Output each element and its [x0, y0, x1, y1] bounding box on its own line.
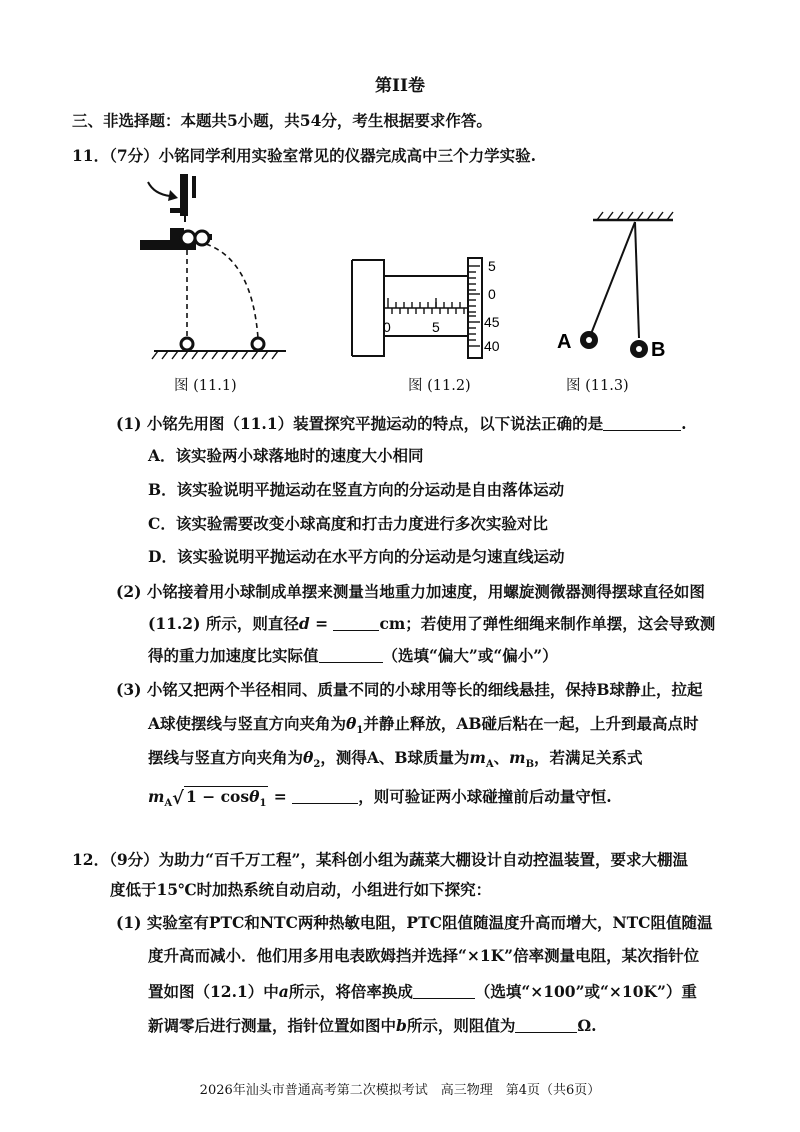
question-12-line1: 12．（9分）为助力“百千万工程”，某科创小组为蔬菜大棚设计自动控温装置，要求大棚温 [72, 850, 688, 869]
option-d: D．该实验说明平抛运动在水平方向的分运动是匀速直线运动 [148, 547, 565, 566]
question-number: 11． [72, 146, 110, 165]
q11-part3-line3: 摆线与竖直方向夹角为$\theta_2$，测得A、B球质量为$m_A$、$m_B$，若满足关系式 [148, 748, 643, 771]
thimble-label-5: 5 [488, 258, 496, 274]
thimble-label-40: 40 [484, 338, 500, 354]
answer-blank[interactable] [603, 416, 681, 431]
option-b: B．该实验说明平抛运动在竖直方向的分运动是自由落体运动 [148, 480, 565, 499]
ball-a-label: A [557, 331, 572, 353]
figure-11-2-micrometer [348, 252, 528, 364]
question-11-stem: 11．（7分）小铭同学利用实验室常见的仪器完成高中三个力学实验. [72, 146, 537, 165]
figure-11-3-pendulums [555, 210, 685, 370]
sleeve-label-0: 0 [383, 319, 391, 335]
resistance-blank[interactable] [515, 1018, 577, 1033]
q12-part1-line2: 度升高而减小．他们用多用电表欧姆挡并选择“×1K”倍率测量电阻，某次指针位 [148, 946, 700, 965]
q11-part3-line2: A球使摆线与竖直方向夹角为$\theta_1$并静止释放，AB碰后粘在一起，上升到最高点时 [148, 714, 699, 737]
q12-part1-line1: (1) 实验室有PTC和NTC两种热敏电阻，PTC阻值随温度升高而增大，NTC阻值随温 [116, 913, 713, 932]
q11-part2-line3: 得的重力加速度比实际值 （选填“偏大”或“偏小”） [148, 646, 558, 665]
figure-11-3-caption: 图 (11.3) [566, 378, 629, 394]
question-number: 12． [72, 850, 110, 869]
multiplier-blank[interactable] [413, 984, 475, 999]
q12-part1-line3: 置如图（12.1）中a所示，将倍率换成 （选填“×100”或“×10K”）重 [148, 982, 697, 1001]
q11-part2-line1: (2) 小铭接着用小球制成单摆来测量当地重力加速度，用螺旋测微器测得摆球直径如图 [116, 582, 705, 601]
error-blank[interactable] [319, 648, 383, 663]
relation-blank[interactable] [292, 789, 358, 804]
figure-11-1-caption: 图 (11.1) [174, 378, 237, 394]
page-footer: 2026年汕头市普通高考第二次模拟考试 高三物理 第4页（共6页） [199, 1083, 601, 1098]
thimble-label-45: 45 [484, 314, 500, 330]
q11-part3-line1: (3) 小铭又把两个半径相同、质量不同的小球用等长的细线悬挂，保持B球静止，拉起 [116, 680, 703, 699]
section-title: 第II卷 [375, 76, 425, 96]
diameter-blank[interactable] [333, 616, 379, 631]
section-instructions: 三、非选择题：本题共5小题，共54分，考生根据要求作答。 [72, 111, 492, 130]
option-c: C．该实验需要改变小球高度和打击力度进行多次实验对比 [148, 514, 548, 533]
ball-b-label: B [651, 339, 666, 361]
sleeve-label-5: 5 [432, 319, 440, 335]
question-12-line2: 度低于15℃时加热系统自动启动，小组进行如下探究： [110, 880, 492, 899]
option-a: A．该实验两小球落地时的速度大小相同 [148, 446, 424, 465]
q11-part3-line4: $m_A√$ 1 − cosθ$_1$ = ，则可验证两小球碰撞前后动量守恒. [148, 786, 612, 814]
q12-part1-line4: 新调零后进行测量，指针位置如图中b所示，则阻值为 Ω. [148, 1016, 597, 1035]
q11-part2-line2: (11.2) 所示，则直径d = cm；若使用了弹性细绳来制作单摆，这会导致测 [148, 614, 716, 633]
thimble-label-0: 0 [488, 286, 496, 302]
figure-11-2-caption: 图 (11.2) [408, 378, 471, 394]
q11-part1: (1) 小铭先用图（11.1）装置探究平抛运动的特点，以下说法正确的是 . [116, 414, 687, 433]
figure-11-1-projectile-apparatus [140, 168, 290, 363]
